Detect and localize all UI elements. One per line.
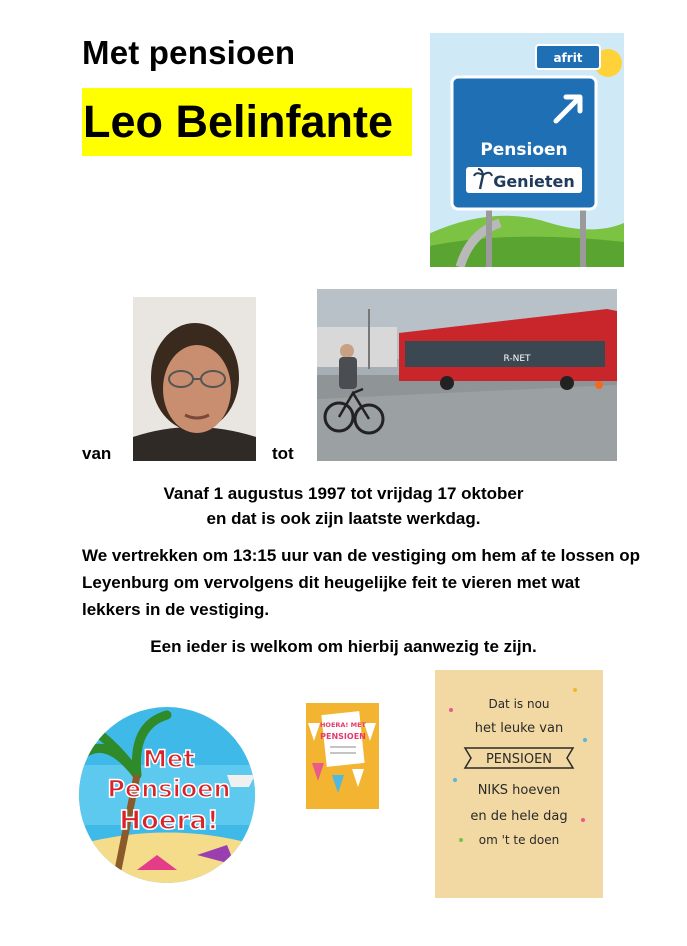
card-large-line3: PENSIOEN: [485, 752, 553, 767]
to-label: tot: [272, 444, 294, 463]
card-small-line1: HOERA! MET: [319, 721, 367, 729]
hoera-met-pensioen-card: [306, 703, 379, 809]
badge-line2: Pensioen: [107, 775, 231, 803]
badge-line1: Met: [143, 745, 195, 773]
bus-cyclist-photo: [317, 289, 617, 461]
bus-text: R-NET: [503, 354, 531, 364]
leuke-van-pensioen-card: [435, 670, 603, 898]
from-label: van: [82, 444, 112, 463]
sign-line1: Pensioen: [480, 140, 568, 160]
page-title: Met pensioen: [82, 34, 296, 71]
card-large-line1: Dat is nou: [488, 697, 550, 711]
card-large-line4: NIKS hoeven: [477, 783, 561, 798]
date-range-text: Vanaf 1 augustus 1997 tot vrijdag 17 oktober: [163, 484, 524, 503]
badge-line3: Hoera!: [119, 806, 219, 836]
retiree-name: Leo Belinfante: [82, 88, 412, 156]
card-large-line5: en de hele dag: [470, 809, 568, 824]
last-workday-text: en dat is ook zijn laatste werkdag.: [206, 509, 481, 528]
pension-sign-illustration: [430, 33, 624, 267]
sign-exit-label: afrit: [553, 51, 583, 65]
card-small-line2: PENSIOEN: [320, 732, 366, 741]
sign-line2: Genieten: [493, 172, 575, 191]
card-large-line2: het leuke van: [474, 721, 564, 736]
schedule-paragraph: We vertrekken om 13:15 uur van de vestiging om hem af te lossen op Leyenburg om vervolgens dit heugelijke feit te vieren met wat lekkers in de vestiging.: [82, 546, 641, 619]
portrait-photo: [133, 297, 256, 461]
met-pensioen-hoera-badge: [77, 705, 257, 885]
card-large-line6: om 't te doen: [478, 833, 560, 847]
welcome-text: Een ieder is welkom om hierbij aanwezig te zijn.: [150, 637, 537, 656]
